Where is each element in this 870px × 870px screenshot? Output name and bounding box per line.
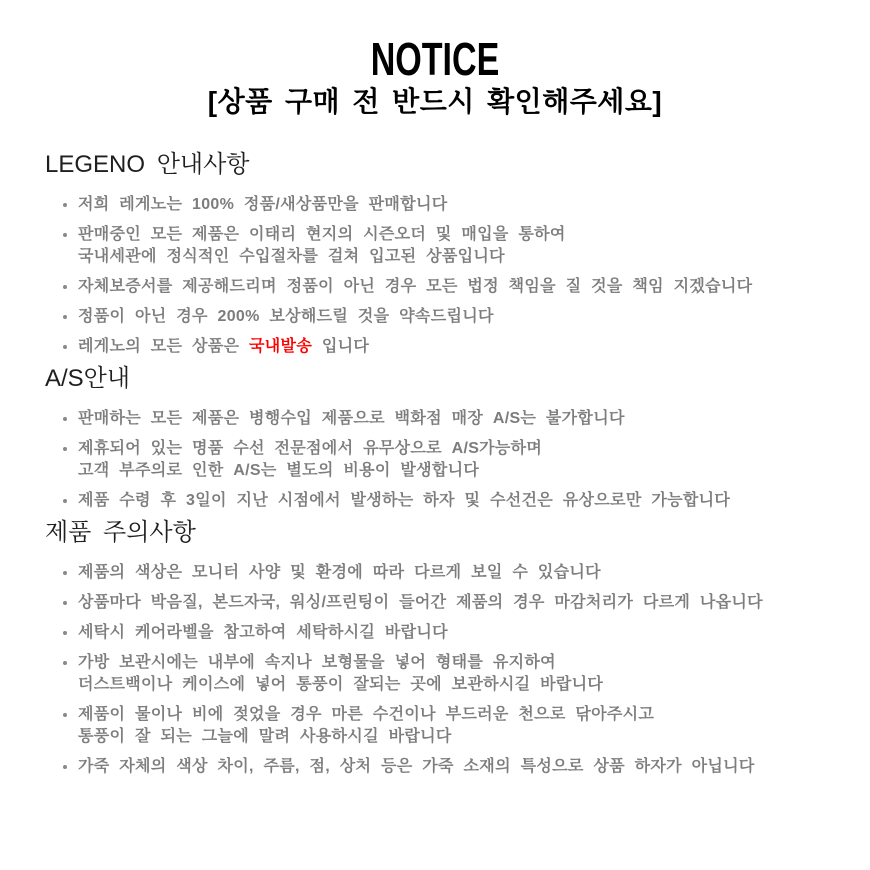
section-heading-as: A/S안내 (45, 365, 131, 392)
notice-text (78, 194, 825, 216)
notice-line: 판매중인 모든 제품은 이태리 현지의 시즌오더 및 매입을 통하여 (78, 226, 566, 243)
bullet-icon (63, 233, 67, 237)
list-item (63, 336, 825, 358)
notice-text (78, 490, 825, 512)
list-item (63, 408, 825, 430)
bullet-icon (63, 499, 67, 503)
bullet-icon (63, 417, 67, 421)
list-item (63, 704, 825, 748)
notice-header (45, 34, 825, 118)
list-item (63, 490, 825, 512)
notice-line: 저희 레게노는 100% 정품/새상품만을 판매합니다 (78, 196, 448, 213)
list-item (63, 592, 825, 614)
notice-line: 세탁시 케어라벨을 참고하여 세탁하시길 바랍니다 (78, 624, 448, 641)
bullet-icon (63, 661, 67, 665)
notice-line: 제품 수령 후 3일이 지난 시점에서 발생하는 하자 및 수선건은 유상으로만 가능합니다 (78, 492, 731, 509)
bullet-icon (63, 315, 67, 319)
notice-text (78, 756, 825, 778)
notice-text (78, 224, 825, 268)
bullet-icon (63, 631, 67, 635)
notice-line: 더스트백이나 케이스에 넣어 통풍이 잘되는 곳에 보관하시길 바랍니다 (78, 676, 604, 693)
list-item (63, 438, 825, 482)
bullet-icon (63, 345, 67, 349)
section-legeno-info (45, 152, 825, 358)
list-item (63, 306, 825, 328)
page-title: NOTICE (370, 33, 500, 85)
notice-line: 가방 보관시에는 내부에 속지나 보형물을 넣어 형태를 유지하여 (78, 654, 556, 671)
section-product-caution (45, 520, 825, 778)
section-heading-legeno: LEGENO 안내사항 (45, 151, 250, 178)
list-item (63, 622, 825, 644)
section-heading-caution: 제품 주의사항 (45, 519, 196, 546)
notice-text (78, 276, 825, 298)
notice-line: 제품이 물이나 비에 젖었을 경우 마른 수건이나 부드러운 천으로 닦아주시고 (78, 706, 655, 723)
notice-line: 정품이 아닌 경우 200% 보상해드릴 것을 약속드립니다 (78, 308, 494, 325)
bullet-icon (63, 765, 67, 769)
section-as-info (45, 366, 825, 512)
notice-text-part: 레게노의 모든 상품은 (78, 338, 250, 355)
notice-text (78, 438, 825, 482)
notice-line (78, 336, 825, 358)
notice-text-part: 입니다 (312, 338, 370, 355)
notice-line: 제품의 색상은 모니터 사양 및 환경에 따라 다르게 보일 수 있습니다 (78, 564, 601, 581)
list-item (63, 194, 825, 216)
notice-text (78, 622, 825, 644)
list-item (63, 756, 825, 778)
notice-line: 통풍이 잘 되는 그늘에 말려 사용하시길 바랍니다 (78, 728, 452, 745)
notice-text (78, 336, 825, 358)
notice-text (78, 592, 825, 614)
notice-text (78, 562, 825, 584)
notice-text (78, 652, 825, 696)
bullet-icon (63, 203, 67, 207)
notice-line: 국내세관에 정식적인 수입절차를 걸쳐 입고된 상품입니다 (78, 248, 505, 265)
notice-line: 고객 부주의로 인한 A/S는 별도의 비용이 발생합니다 (78, 462, 480, 479)
notice-list (45, 408, 825, 512)
notice-line: 상품마다 박음질, 본드자국, 워싱/프린팅이 들어간 제품의 경우 마감처리가 다르게 나옵니다 (78, 594, 763, 611)
list-item (63, 652, 825, 696)
list-item (63, 224, 825, 268)
bullet-icon (63, 571, 67, 575)
bullet-icon (63, 601, 67, 605)
notice-line: 자체보증서를 제공해드리며 정품이 아닌 경우 모든 법정 책임을 질 것을 책임 지겠습니다 (78, 278, 753, 295)
notice-list (45, 194, 825, 358)
notice-text (78, 306, 825, 328)
notice-list (45, 562, 825, 778)
list-item (63, 276, 825, 298)
notice-line: 가죽 자체의 색상 차이, 주름, 점, 상처 등은 가죽 소재의 특성으로 상품 하자가 아닙니다 (78, 758, 755, 775)
bullet-icon (63, 285, 67, 289)
list-item (63, 562, 825, 584)
bullet-icon (63, 447, 67, 451)
notice-text (78, 704, 825, 748)
bullet-icon (63, 713, 67, 717)
notice-line: 판매하는 모든 제품은 병행수입 제품으로 백화점 매장 A/S는 불가합니다 (78, 410, 625, 427)
notice-line: 제휴되어 있는 명품 수선 전문점에서 유무상으로 A/S가능하며 (78, 440, 543, 457)
highlight-text: 국내발송 (249, 338, 313, 355)
notice-text (78, 408, 825, 430)
page-subtitle: [상품 구매 전 반드시 확인해주세요] (207, 86, 663, 117)
